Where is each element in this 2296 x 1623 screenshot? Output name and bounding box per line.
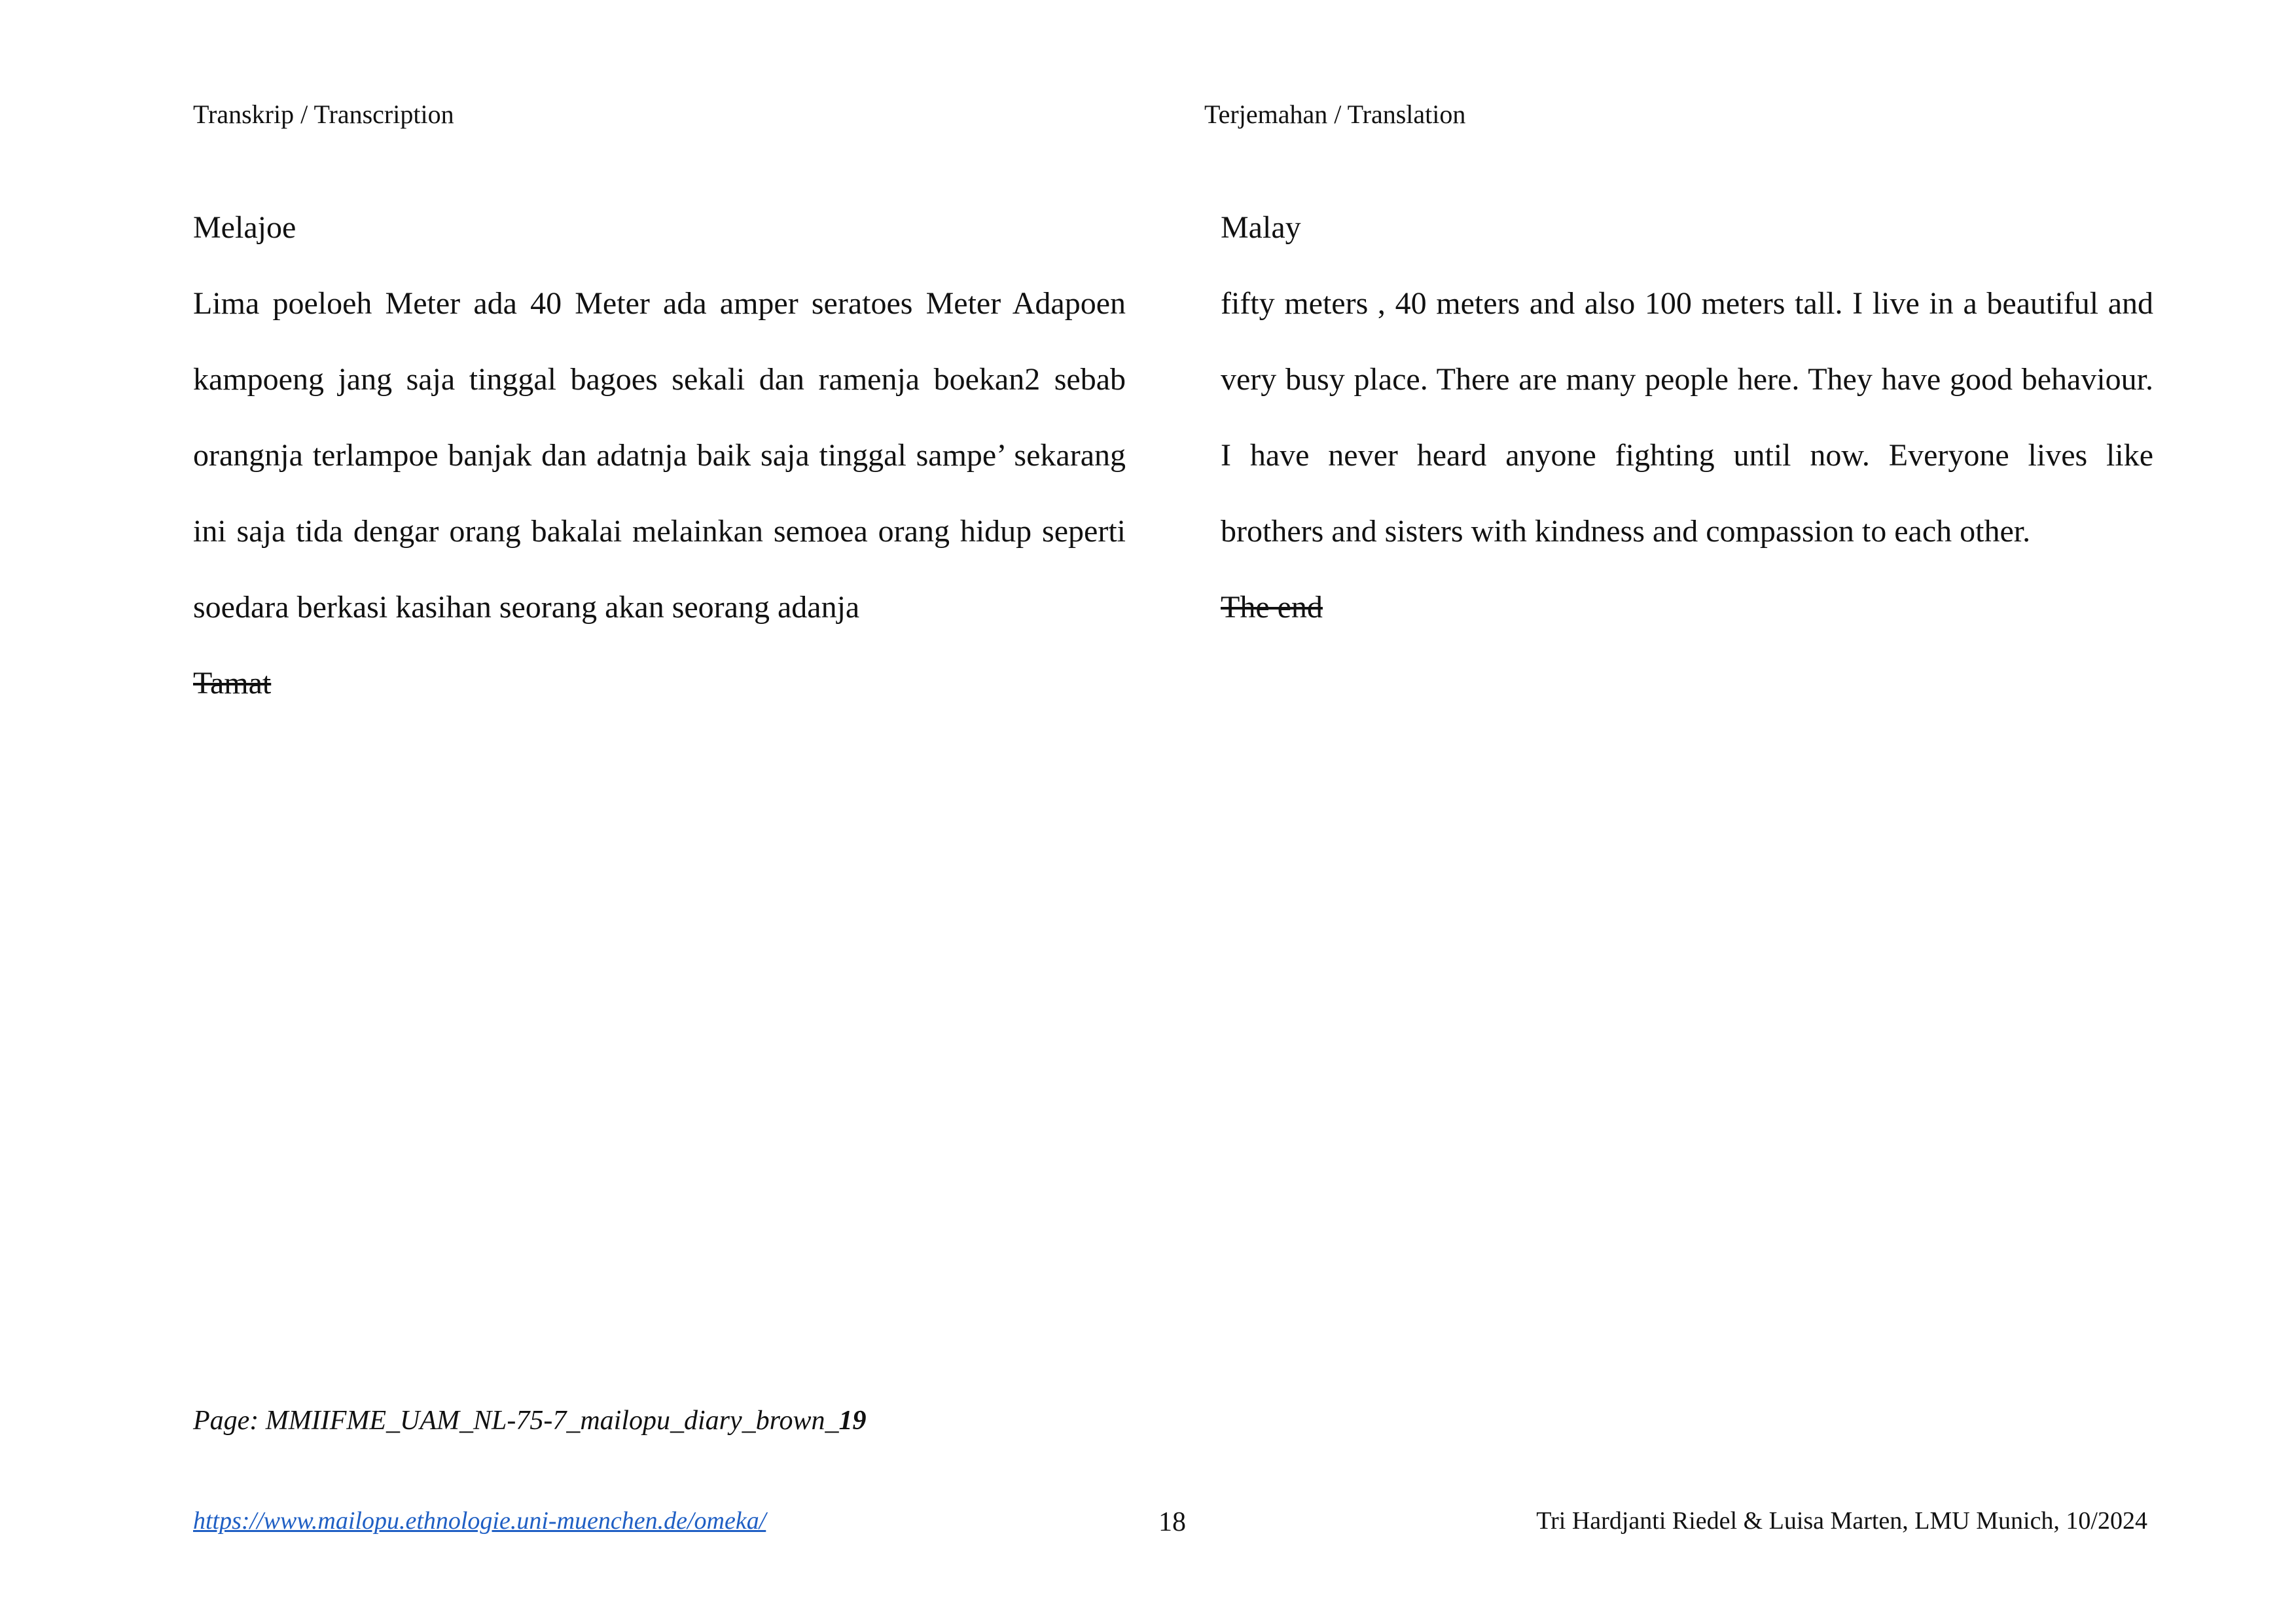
translation-end-marker: The end — [1221, 590, 1323, 625]
translation-title: Malay — [1221, 210, 1301, 245]
footer-credits: Tri Hardjanti Riedel & Luisa Marten, LMU Munich, 10/2024 — [1536, 1507, 2147, 1535]
translation-body: fifty meters , 40 meters and also 100 meters tall. I live in a beautiful and very busy place. There are many people here. They have good behaviour. I have never heard anyone fighting until now. Everyone lives like brothers and sisters with kindness and compassion to each other. — [1221, 286, 2153, 549]
page-reference — [193, 1401, 866, 1440]
page-reference-number: 19 — [838, 1406, 867, 1436]
page-number: 18 — [1158, 1507, 1186, 1537]
transcription-header: Transkrip / Transcription — [193, 100, 454, 129]
transcription-column — [193, 190, 1126, 721]
archive-link[interactable]: https://www.mailopu.ethnologie.uni-muenchen.de/omeka/ — [193, 1507, 766, 1535]
transcription-end-marker: Tamat — [193, 666, 272, 701]
transcription-title: Melajoe — [193, 210, 296, 245]
transcription-body: Lima poeloeh Meter ada 40 Meter ada amper seratoes Meter Adapoen kampoeng jang saja tinggal bagoes sekali dan ramenja boekan2 sebab orangnja terlampoe banjak dan adatnja baik saja tinggal sampe’ sekarang ini saja tida dengar orang bakalai melainkan semoea orang hidup seperti soedara berkasi kasihan seorang akan seorang adanja — [193, 286, 1126, 625]
translation-header: Terjemahan / Translation — [1204, 100, 1466, 129]
page-reference-prefix: Page: MMIIFME_UAM_NL-75-7_mailopu_diary_brown_ — [193, 1406, 839, 1436]
translation-column — [1221, 190, 2153, 646]
